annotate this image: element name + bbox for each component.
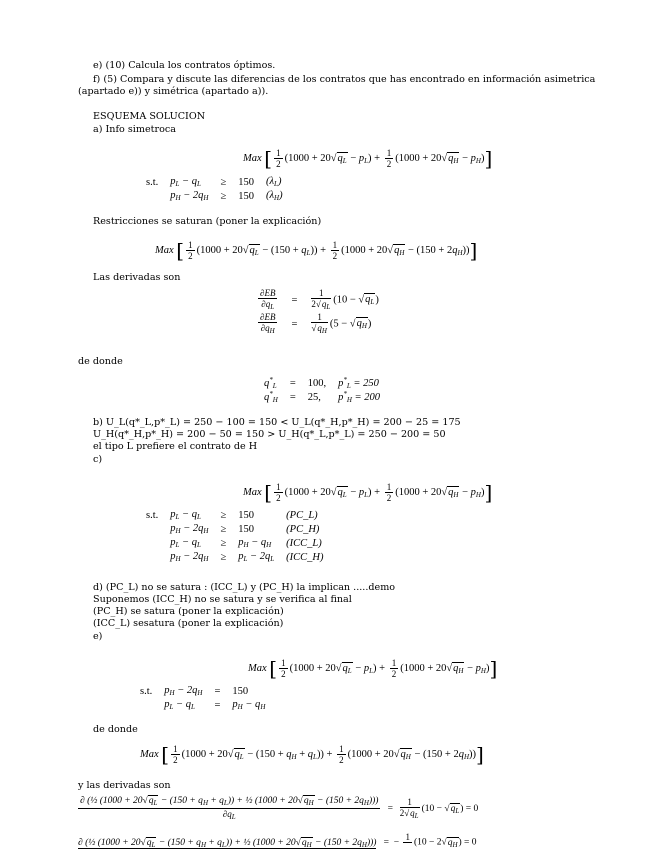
part-a-label: a) Info simetroca <box>93 124 176 135</box>
y-deriv-text: y las derivadas son <box>78 780 171 791</box>
results-a: $q^*_L$ = 100, $p^*_L = 250$ $q^*_H$ = 25, $p^*_H = 200$ <box>264 376 381 404</box>
part-d-line4: (ICC_L) sesatura (poner la explicación) <box>93 618 284 629</box>
question-e: e) (10) Calcula los contratos óptimos. <box>93 60 276 71</box>
de-donde-1: de donde <box>78 356 123 367</box>
derivatives-a: $\frac{\partial EB}{\partial q_L}$ = $\frac{1}{2√q_L}$ $(10 - √q_L)$ $\frac{\partial EB}{\partial q_H}$ = $\frac{1}{√q_H}$ $(5 - √q_H)$ <box>260 288 379 335</box>
part-d-line1: d) (PC_L) no se satura : (ICC_L) y (PC_H) la implican .....demo <box>93 582 396 593</box>
part-d-line2: Suponemos (ICC_H) no se satura y se verifica al final <box>93 594 352 605</box>
constraints-e: s.t. $p_H - 2q_H$ = 150 $p_L - q_L$ = $p_H - q_H$ <box>140 685 266 711</box>
objective-a-sub: Max [ $\frac{1}{2}$ $(1000 + 20√q_L - (150 + q_L))$ + $\frac{1}{2}$ $(1000 + 20√q_H - (150 + 2q_H))$] <box>155 238 478 263</box>
objective-c: Max [ $\frac{1}{2}$ $(1000 + 20√q_L - p_L)$ + $\frac{1}{2}$ $(1000 + 20√q_H - p_H)$] <box>243 480 493 505</box>
objective-e-sub: Max [ $\frac{1}{2}$ $(1000 + 20√q_L - (150 + q_H + q_L))$ + $\frac{1}{2}$ $(1000 + 20√q_H - (150 + 2q_H))$] <box>140 742 484 767</box>
part-e-label: e) <box>93 631 103 642</box>
derivative-e-1: ∂ (½ $(1000 + 20√q_L - (150 + q_H + q_L))$ + ½ $(1000 + 20√q_H - (150 + 2q_H))$) $\partial q_L$ = $\frac{1}{2√q_L}$ $(10 - √q_L) = 0$ <box>80 796 479 821</box>
restr-text: Restricciones se saturan (poner la explicación) <box>93 216 322 227</box>
constraints-a: s.t. $p_L - q_L$ ≥ 150 $(\lambda_L)$ $p_H - 2q_H$ ≥ 150 $(\lambda_H)$ <box>146 176 283 202</box>
part-d-line3: (PC_H) se satura (poner la explicación) <box>93 606 284 617</box>
objective-e: Max [ $\frac{1}{2}$ $(1000 + 20√q_L - p_L)$ + $\frac{1}{2}$ $(1000 + 20√q_H - p_H)$] <box>248 656 498 681</box>
objective-a: Max [ $\frac{1}{2}$ $(1000 + 20√q_L - p_L)$ + $\frac{1}{2}$ $(1000 + 20√q_H - p_H)$] <box>243 146 493 171</box>
part-b-line1: b) U_L(q*_L,p*_L) = 250 − 100 = 150 < U_L(q*_H,p*_H) = 200 − 25 = 175 <box>93 417 461 428</box>
question-f: f) (5) Compara y discute las diferencias de los contratos que has encontrado en información asimetrica <box>93 74 596 85</box>
part-b-line3: el tipo L prefiere el contrato de H <box>93 441 258 452</box>
constraints-c: s.t. $p_L - q_L$ ≥ 150 (PC_L) $p_H - 2q_H$ ≥ 150 (PC_H) $p_L - q_L$ ≥ $p_H - q_H$ (ICC_L) $p_H - 2q_H$ ≥ $p_L - 2q_L$ (ICC_H) <box>146 509 324 563</box>
de-donde-2: de donde <box>93 724 138 735</box>
deriv-text: Las derivadas son <box>93 272 181 283</box>
part-c-label: c) <box>93 454 103 465</box>
question-f-cont: (apartado e)) y simétrica (apartado a)). <box>78 86 269 97</box>
derivative-e-2: ∂ (½ $(1000 + 20√q_L - (150 + q_H + q_L))$ + ½ $(1000 + 20√q_H - (150 + 2q_H))$) = − 1 $(10 - 2√q_H) = 0$ <box>78 832 477 849</box>
solution-title: ESQUEMA SOLUCION <box>93 111 206 122</box>
part-b-line2: U_H(q*_H,p*_H) = 200 − 50 = 150 > U_H(q*_L,p*_L) = 250 − 200 = 50 <box>93 429 446 440</box>
